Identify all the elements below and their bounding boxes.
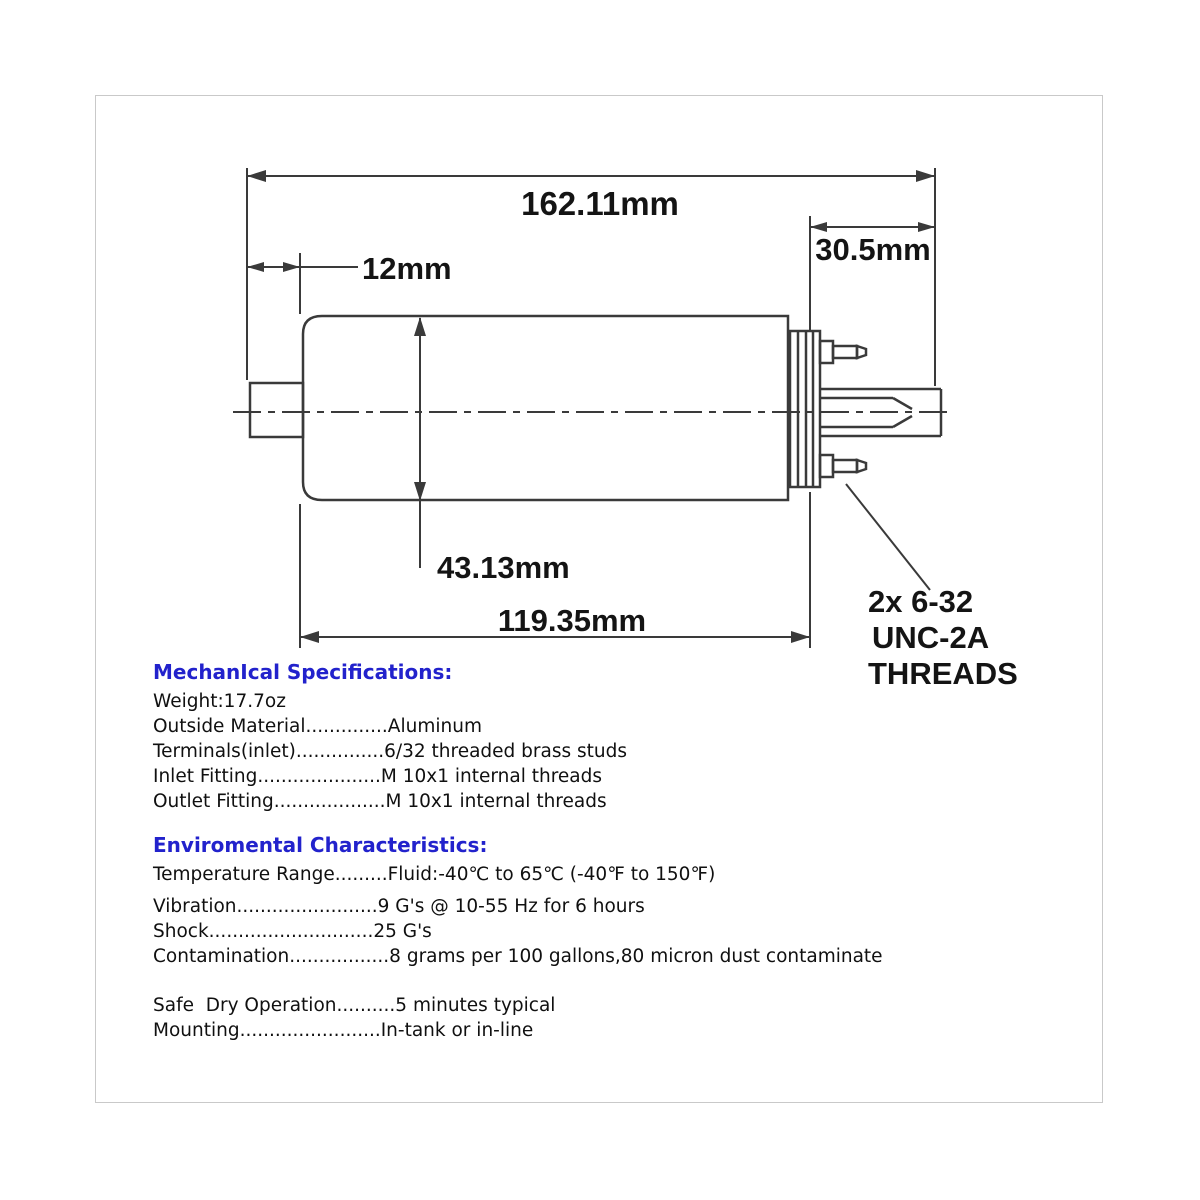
environmental-characteristics xyxy=(153,833,1093,1043)
spec-line-outside-material: Outside Material..............Aluminum xyxy=(153,716,482,737)
spec-line-contamination: Contamination.................8 grams per 100 gallons,80 micron dust contaminate xyxy=(153,946,883,967)
spec-line-vibration: Vibration........................9 G's @ 10-55 Hz for 6 hours xyxy=(153,896,645,917)
spec-line-safe-dry-operation: Safe Dry Operation..........5 minutes typical xyxy=(153,995,556,1016)
spec-line-inlet-fitting: Inlet Fitting.....................M 10x1 internal threads xyxy=(153,766,603,787)
spec-line-temperature-range: Temperature Range.........Fluid:-40℃ to 65℃ (-40℉ to 150℉) xyxy=(153,864,716,885)
threads-note-line1: 2x 6-32 xyxy=(868,584,974,619)
threads-note-line3: THREADS xyxy=(868,656,1018,691)
dim-label-total-length: 162.11mm xyxy=(521,185,679,222)
spec-line-terminals: Terminals(inlet)...............6/32 threaded brass studs xyxy=(153,741,628,762)
terminal-stud-top xyxy=(820,341,866,363)
dim-label-body-diameter: 43.13mm xyxy=(437,550,570,585)
spec-line-outlet-fitting: Outlet Fitting...................M 10x1 internal threads xyxy=(153,791,607,812)
mechanical-specs-title: MechanIcal Specifications: xyxy=(153,660,453,684)
dim-label-outlet-length: 30.5mm xyxy=(815,232,931,267)
environmental-title: Enviromental Characteristics: xyxy=(153,833,488,857)
threads-note-line2: UNC-2A xyxy=(872,620,990,655)
pump-outline xyxy=(250,316,941,500)
spec-line-shock: Shock............................25 G's xyxy=(153,921,432,942)
dim-label-body-length: 119.35mm xyxy=(497,603,647,638)
specifications-section xyxy=(153,660,1093,1043)
pump-body xyxy=(303,316,788,500)
spec-line-weight: Weight:17.7oz xyxy=(153,691,286,712)
terminal-stud-bottom xyxy=(820,455,866,477)
mechanical-specifications xyxy=(153,660,1093,814)
dim-label-inlet-offset: 12mm xyxy=(362,251,452,286)
spec-line-mounting: Mounting........................In-tank or in-line xyxy=(153,1020,534,1041)
inlet-stub xyxy=(250,383,303,437)
